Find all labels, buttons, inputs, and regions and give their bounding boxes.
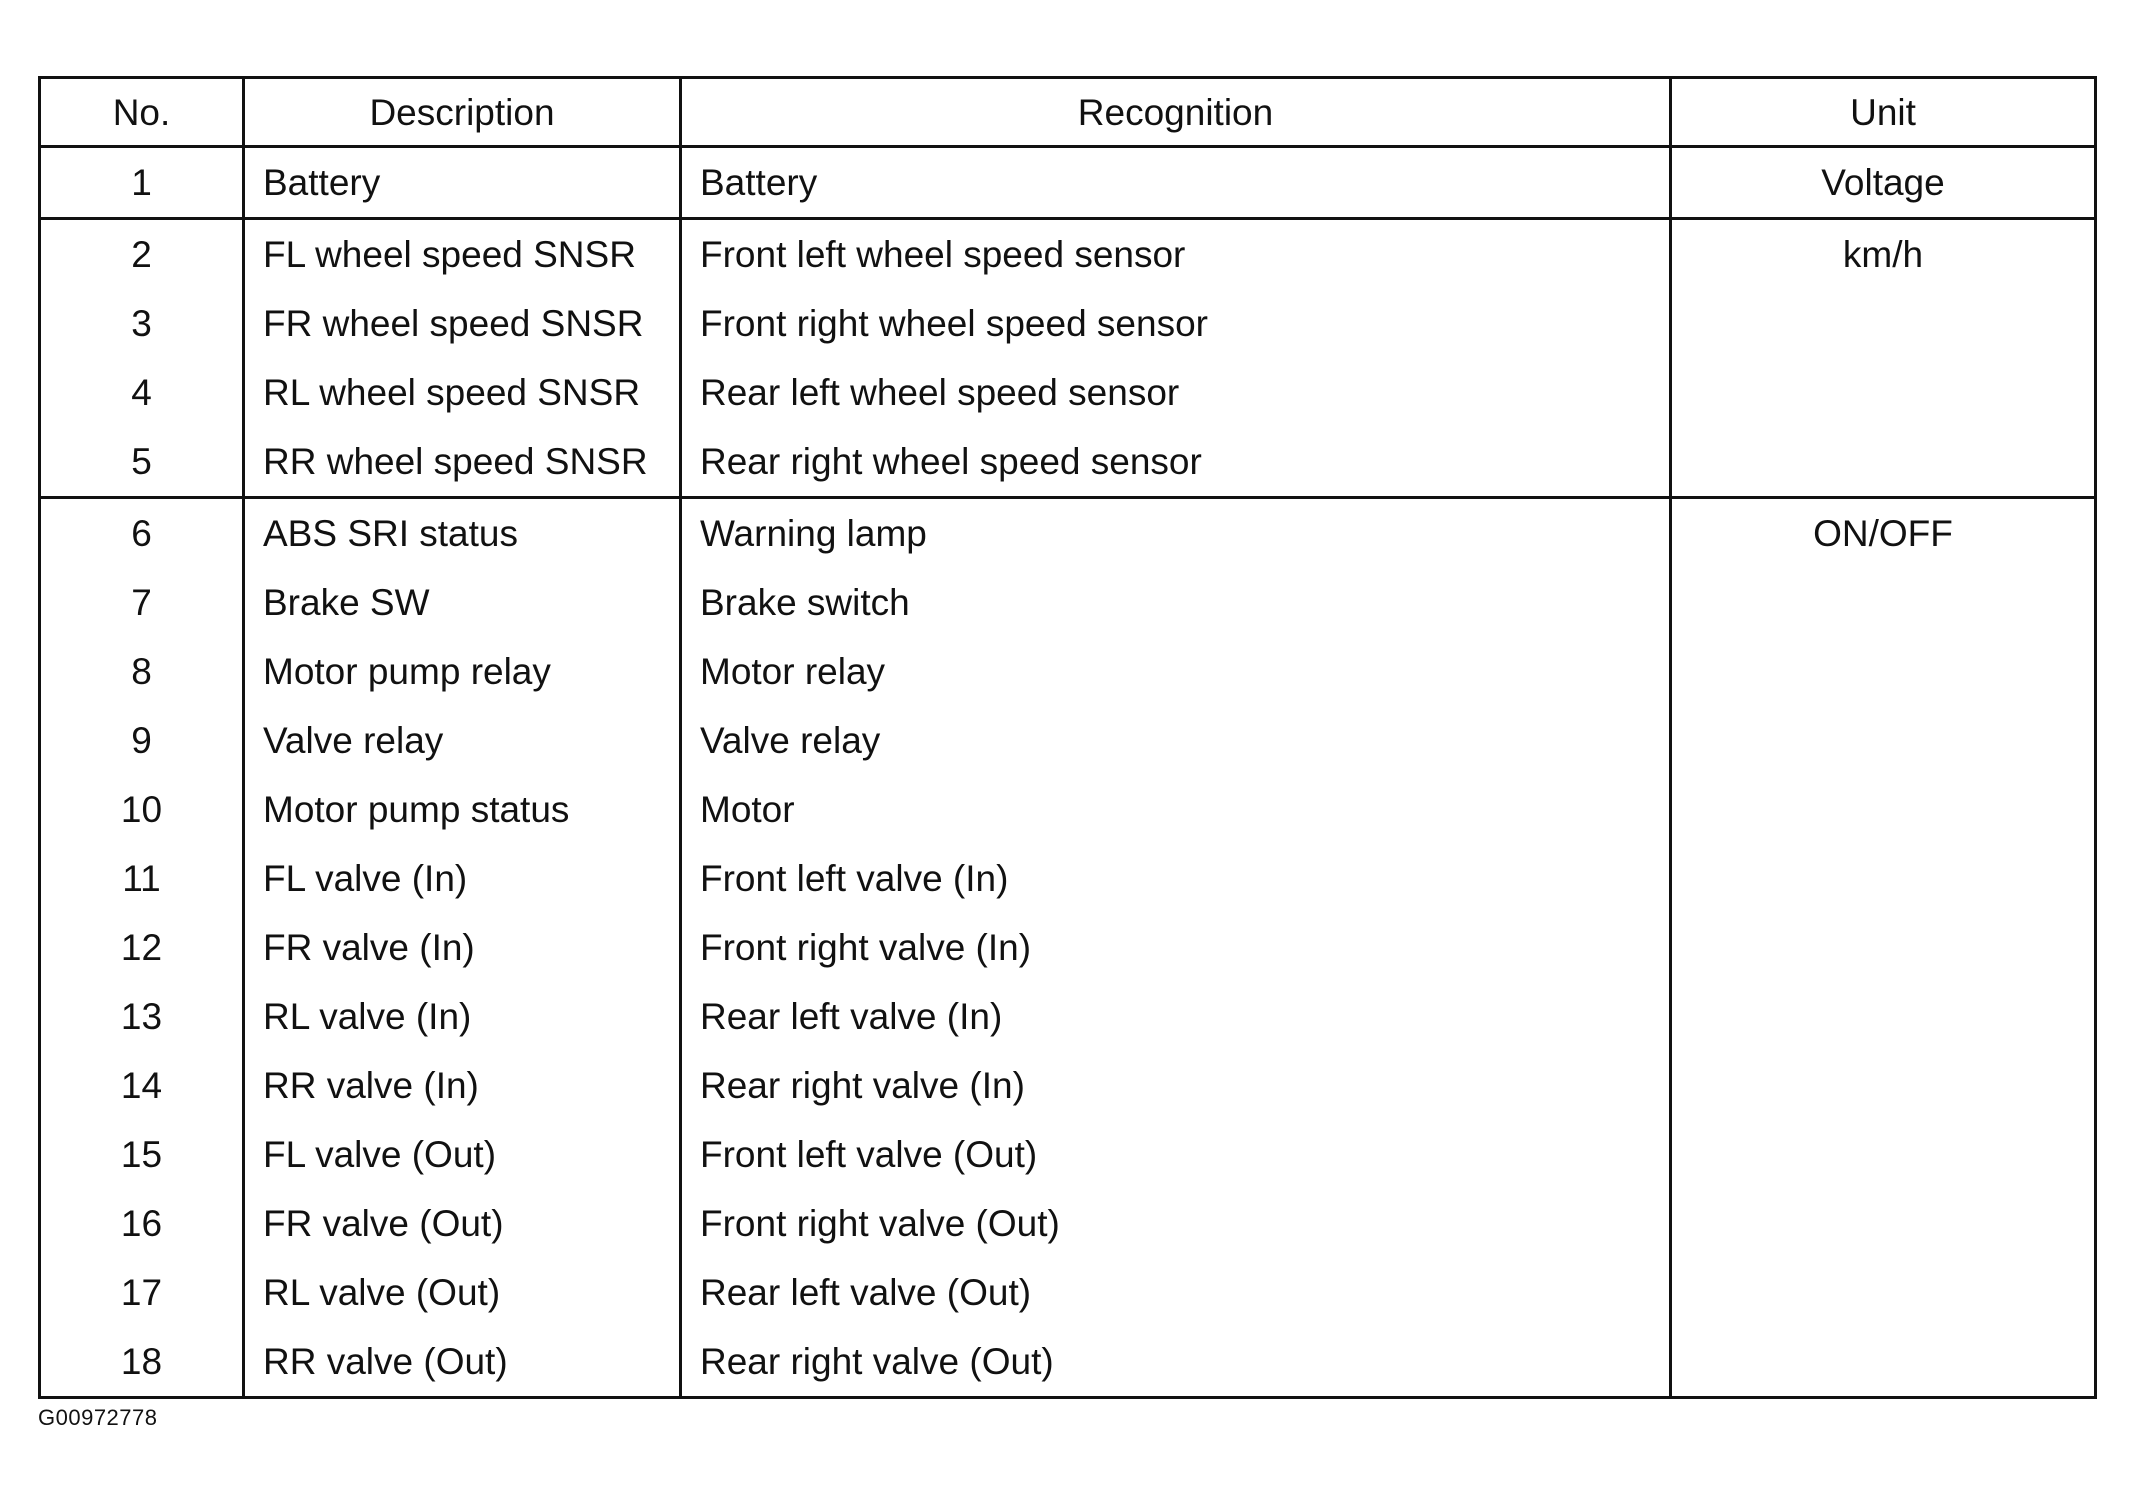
row-recognition: Rear right valve (Out) <box>681 1327 1671 1398</box>
table-row <box>40 147 2096 219</box>
table-row <box>40 358 2096 427</box>
row-description: FL valve (Out) <box>244 1120 681 1189</box>
row-number: 4 <box>40 358 244 427</box>
row-description: FR valve (In) <box>244 913 681 982</box>
row-number: 1 <box>40 147 244 219</box>
table-row <box>40 1051 2096 1120</box>
row-description: FL wheel speed SNSR <box>244 219 681 290</box>
row-recognition: Rear right valve (In) <box>681 1051 1671 1120</box>
row-description: RL valve (In) <box>244 982 681 1051</box>
row-number: 2 <box>40 219 244 290</box>
table-row <box>40 568 2096 637</box>
table-row <box>40 289 2096 358</box>
row-recognition: Warning lamp <box>681 498 1671 569</box>
header-no: No. <box>40 78 244 147</box>
row-description: ABS SRI status <box>244 498 681 569</box>
row-recognition: Motor <box>681 775 1671 844</box>
row-description: Valve relay <box>244 706 681 775</box>
row-recognition: Rear left wheel speed sensor <box>681 358 1671 427</box>
header-unit: Unit <box>1671 78 2096 147</box>
row-description: FL valve (In) <box>244 844 681 913</box>
row-unit <box>1671 358 2096 427</box>
row-number: 14 <box>40 1051 244 1120</box>
row-description: RL valve (Out) <box>244 1258 681 1327</box>
header-recognition: Recognition <box>681 78 1671 147</box>
row-unit <box>1671 289 2096 358</box>
header-description: Description <box>244 78 681 147</box>
row-unit <box>1671 913 2096 982</box>
table-header <box>40 78 2096 147</box>
row-number: 10 <box>40 775 244 844</box>
table-row <box>40 427 2096 498</box>
row-description: Motor pump relay <box>244 637 681 706</box>
row-description: RR wheel speed SNSR <box>244 427 681 498</box>
row-unit <box>1671 1258 2096 1327</box>
row-number: 6 <box>40 498 244 569</box>
row-unit <box>1671 1189 2096 1258</box>
row-unit <box>1671 982 2096 1051</box>
row-recognition: Front left wheel speed sensor <box>681 219 1671 290</box>
row-description: Battery <box>244 147 681 219</box>
row-description: Brake SW <box>244 568 681 637</box>
row-recognition: Motor relay <box>681 637 1671 706</box>
table-row <box>40 844 2096 913</box>
row-unit <box>1671 427 2096 498</box>
row-description: RR valve (In) <box>244 1051 681 1120</box>
header-row <box>40 78 2096 147</box>
row-unit <box>1671 1051 2096 1120</box>
row-number: 12 <box>40 913 244 982</box>
row-recognition: Battery <box>681 147 1671 219</box>
row-unit <box>1671 775 2096 844</box>
row-number: 18 <box>40 1327 244 1398</box>
row-number: 7 <box>40 568 244 637</box>
row-number: 13 <box>40 982 244 1051</box>
row-recognition: Front right valve (Out) <box>681 1189 1671 1258</box>
row-unit <box>1671 844 2096 913</box>
table-row <box>40 1327 2096 1398</box>
figure-id: G00972778 <box>38 1405 158 1430</box>
row-description: FR wheel speed SNSR <box>244 289 681 358</box>
row-number: 9 <box>40 706 244 775</box>
row-description: RR valve (Out) <box>244 1327 681 1398</box>
row-number: 8 <box>40 637 244 706</box>
table-row <box>40 1258 2096 1327</box>
row-number: 15 <box>40 1120 244 1189</box>
row-number: 16 <box>40 1189 244 1258</box>
row-unit <box>1671 1120 2096 1189</box>
table-row <box>40 498 2096 569</box>
row-unit <box>1671 568 2096 637</box>
row-unit <box>1671 637 2096 706</box>
table-row <box>40 1189 2096 1258</box>
table-row <box>40 637 2096 706</box>
row-recognition: Rear right wheel speed sensor <box>681 427 1671 498</box>
data-table-container <box>38 76 2094 1399</box>
row-number: 17 <box>40 1258 244 1327</box>
row-description: FR valve (Out) <box>244 1189 681 1258</box>
table-row <box>40 913 2096 982</box>
row-unit <box>1671 706 2096 775</box>
row-recognition: Front left valve (Out) <box>681 1120 1671 1189</box>
row-recognition: Front left valve (In) <box>681 844 1671 913</box>
table-row <box>40 775 2096 844</box>
row-recognition: Rear left valve (In) <box>681 982 1671 1051</box>
row-recognition: Brake switch <box>681 568 1671 637</box>
row-number: 11 <box>40 844 244 913</box>
row-number: 5 <box>40 427 244 498</box>
row-unit: Voltage <box>1671 147 2096 219</box>
row-recognition: Valve relay <box>681 706 1671 775</box>
row-recognition: Front right valve (In) <box>681 913 1671 982</box>
row-recognition: Rear left valve (Out) <box>681 1258 1671 1327</box>
table-body <box>40 147 2096 1398</box>
data-table <box>38 76 2097 1399</box>
row-unit: ON/OFF <box>1671 498 2096 569</box>
table-row <box>40 1120 2096 1189</box>
row-description: RL wheel speed SNSR <box>244 358 681 427</box>
row-unit: km/h <box>1671 219 2096 290</box>
table-row <box>40 219 2096 290</box>
row-recognition: Front right wheel speed sensor <box>681 289 1671 358</box>
table-row <box>40 706 2096 775</box>
row-unit <box>1671 1327 2096 1398</box>
row-number: 3 <box>40 289 244 358</box>
row-description: Motor pump status <box>244 775 681 844</box>
table-row <box>40 982 2096 1051</box>
